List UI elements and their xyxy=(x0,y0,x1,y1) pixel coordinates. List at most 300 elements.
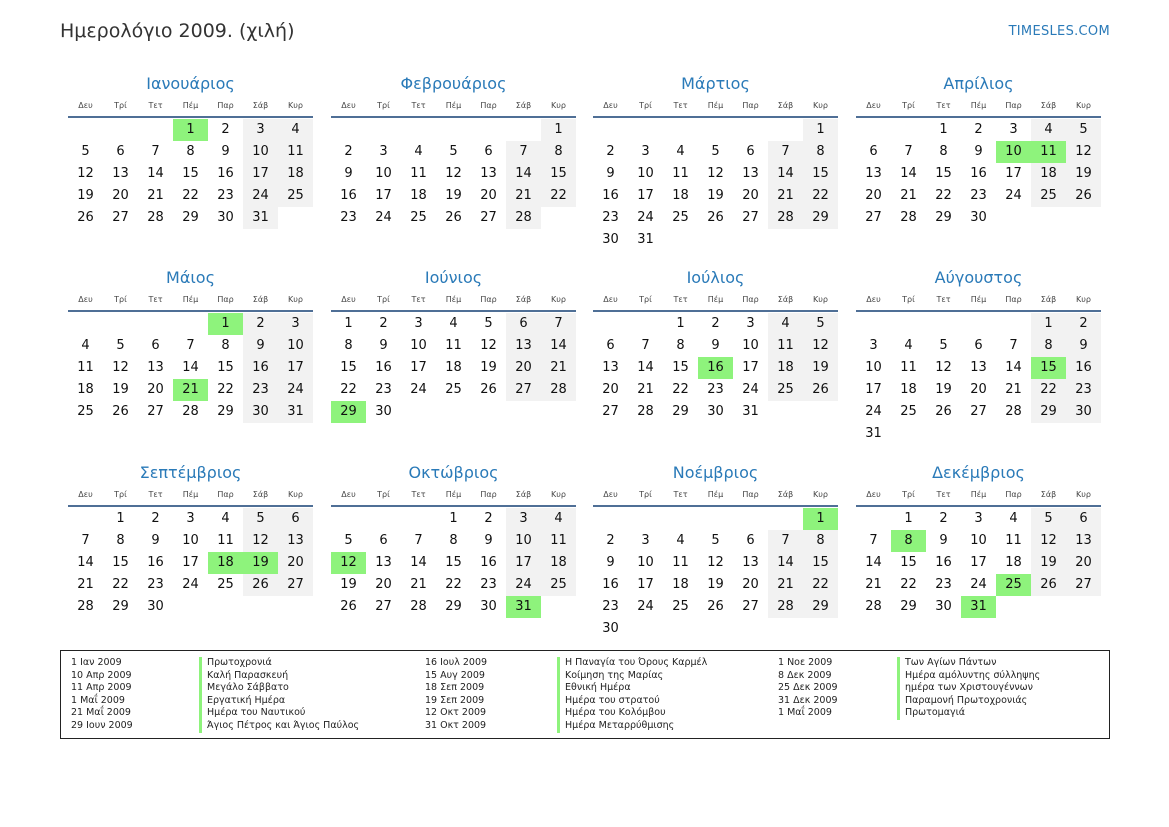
day-cell: 1 xyxy=(541,119,576,141)
day-cell: 3 xyxy=(186,511,195,526)
day-cell: 11 xyxy=(1005,533,1022,548)
weekday-label: Δευ xyxy=(603,101,618,110)
day-cell: 16 xyxy=(970,166,987,181)
weekday-label: Τρί xyxy=(639,295,652,304)
legend-names-2 xyxy=(557,657,707,733)
weekday-label: Δευ xyxy=(78,295,93,304)
day-cell: 29 xyxy=(900,599,917,614)
month-calendar xyxy=(593,462,838,640)
legend-date: 1 Μαΐ 2009 xyxy=(778,707,832,719)
month-calendar xyxy=(331,73,576,229)
legend-date: 31 Δεκ 2009 xyxy=(778,694,838,706)
day-cell: 9 xyxy=(221,144,230,159)
day-cell: 28 xyxy=(768,207,803,229)
legend-holiday-name: Μεγάλο Σάββατο xyxy=(199,682,359,695)
day-cell: 6 xyxy=(151,338,160,353)
day-cell: 27 xyxy=(865,210,882,225)
holiday-day-cell: 1 xyxy=(803,508,838,530)
day-cell: 10 xyxy=(278,335,313,357)
day-cell: 25 xyxy=(541,574,576,596)
day-cell: 29 xyxy=(1031,401,1066,423)
month-calendar xyxy=(68,462,313,618)
day-cell: 12 xyxy=(1066,141,1101,163)
empty-cell xyxy=(768,508,803,530)
day-cell: 2 xyxy=(484,511,493,526)
day-cell: 25 xyxy=(900,404,917,419)
day-grid xyxy=(331,119,576,229)
weekday-label: Σάβ xyxy=(1040,295,1057,304)
empty-cell xyxy=(103,313,138,335)
weekday-label: Τετ xyxy=(673,295,688,304)
weekday-label: Παρ xyxy=(480,295,497,304)
weekday-label: Τετ xyxy=(673,490,688,499)
day-grid xyxy=(856,313,1101,445)
day-cell: 19 xyxy=(935,382,952,397)
day-cell: 10 xyxy=(410,338,427,353)
day-cell: 21 xyxy=(77,577,94,592)
day-cell: 29 xyxy=(935,210,952,225)
holiday-day-cell: 1 xyxy=(208,313,243,335)
day-cell: 31 xyxy=(243,207,278,229)
day-cell: 14 xyxy=(506,163,541,185)
day-cell: 9 xyxy=(243,335,278,357)
site-link[interactable]: TIMESLES.COM xyxy=(1008,24,1110,39)
empty-cell xyxy=(733,508,768,530)
day-cell: 11 xyxy=(541,530,576,552)
day-cell: 23 xyxy=(217,188,234,203)
day-cell: 29 xyxy=(672,404,689,419)
empty-cell xyxy=(593,508,628,530)
day-cell: 11 xyxy=(217,533,234,548)
month-calendar xyxy=(856,462,1101,618)
day-cell: 5 xyxy=(803,313,838,335)
day-cell: 19 xyxy=(707,188,724,203)
weekday-label: Κυρ xyxy=(551,490,566,499)
day-cell: 20 xyxy=(865,188,882,203)
weekday-label: Πέμ xyxy=(182,101,199,110)
day-cell: 2 xyxy=(606,533,615,548)
day-cell: 17 xyxy=(278,357,313,379)
weekday-label: Τρί xyxy=(902,490,915,499)
day-cell: 15 xyxy=(803,163,838,185)
day-cell: 7 xyxy=(541,313,576,335)
weekday-label: Κυρ xyxy=(1076,101,1091,110)
day-cell: 12 xyxy=(707,555,724,570)
weekday-label: Τρί xyxy=(902,295,915,304)
legend-holiday-name: Εργατική Ημέρα xyxy=(199,695,359,708)
day-cell: 4 xyxy=(414,144,423,159)
month-calendar xyxy=(68,73,313,229)
day-cell: 9 xyxy=(379,338,388,353)
day-cell: 2 xyxy=(151,511,160,526)
day-cell: 8 xyxy=(186,144,195,159)
day-cell: 9 xyxy=(606,166,615,181)
month-calendar xyxy=(331,462,576,618)
empty-cell xyxy=(961,313,996,335)
day-cell: 4 xyxy=(1009,511,1018,526)
weekday-label: Παρ xyxy=(742,295,759,304)
weekday-label: Παρ xyxy=(1005,490,1022,499)
weekday-label: Τρί xyxy=(114,101,127,110)
legend-holiday-name: Κοίμηση της Μαρίας xyxy=(557,670,707,683)
day-cell: 22 xyxy=(112,577,129,592)
holiday-day-cell: 10 xyxy=(996,141,1031,163)
weekday-label: Πέμ xyxy=(970,101,987,110)
day-cell: 20 xyxy=(742,188,759,203)
empty-cell xyxy=(698,508,733,530)
weekday-header xyxy=(331,293,576,312)
day-cell: 16 xyxy=(340,188,357,203)
legend-holiday-name: Καλή Παρασκευή xyxy=(199,670,359,683)
day-cell: 23 xyxy=(1066,379,1101,401)
day-cell: 30 xyxy=(602,621,619,636)
day-cell: 1 xyxy=(1031,313,1066,335)
day-cell: 26 xyxy=(77,210,94,225)
day-cell: 3 xyxy=(414,316,423,331)
day-cell: 7 xyxy=(186,338,195,353)
day-cell: 3 xyxy=(746,316,755,331)
empty-cell xyxy=(768,119,803,141)
weekday-label: Τρί xyxy=(639,101,652,110)
month-name: Μάιος xyxy=(166,268,215,287)
legend-holiday-name: Άγιος Πέτρος και Άγιος Παύλος xyxy=(199,720,359,733)
weekday-label: Δευ xyxy=(866,101,881,110)
day-cell: 4 xyxy=(449,316,458,331)
day-cell: 20 xyxy=(278,552,313,574)
month-name: Νοέμβριος xyxy=(672,463,759,482)
day-grid xyxy=(68,313,313,423)
holiday-day-cell: 11 xyxy=(1031,141,1066,163)
day-cell: 10 xyxy=(243,141,278,163)
day-cell: 22 xyxy=(672,382,689,397)
day-cell: 13 xyxy=(278,530,313,552)
weekday-label: Κυρ xyxy=(551,101,566,110)
weekday-label: Δευ xyxy=(78,490,93,499)
day-cell: 15 xyxy=(541,163,576,185)
day-cell: 31 xyxy=(865,426,882,441)
day-cell: 1 xyxy=(939,122,948,137)
day-cell: 27 xyxy=(147,404,164,419)
weekday-label: Τετ xyxy=(148,101,163,110)
weekday-label: Κυρ xyxy=(1076,295,1091,304)
day-grid xyxy=(593,508,838,640)
day-cell: 30 xyxy=(707,404,724,419)
day-cell: 12 xyxy=(243,530,278,552)
day-cell: 3 xyxy=(1009,122,1018,137)
legend-date: 21 Μαΐ 2009 xyxy=(71,707,131,719)
day-grid xyxy=(856,119,1101,229)
day-cell: 24 xyxy=(637,599,654,614)
weekday-label: Τετ xyxy=(148,490,163,499)
day-grid xyxy=(331,508,576,618)
empty-cell xyxy=(856,508,891,530)
day-cell: 16 xyxy=(1066,357,1101,379)
day-cell: 17 xyxy=(637,188,654,203)
day-cell: 17 xyxy=(243,163,278,185)
month-name: Σεπτέμβριος xyxy=(139,463,242,482)
weekday-label: Τρί xyxy=(377,101,390,110)
weekday-label: Κυρ xyxy=(551,295,566,304)
day-cell: 18 xyxy=(77,382,94,397)
day-cell: 4 xyxy=(541,508,576,530)
legend-date: 25 Δεκ 2009 xyxy=(778,682,838,694)
day-cell: 7 xyxy=(904,144,913,159)
day-cell: 11 xyxy=(672,555,689,570)
day-cell: 18 xyxy=(410,188,427,203)
day-cell: 26 xyxy=(445,210,462,225)
empty-cell xyxy=(926,313,961,335)
day-cell: 8 xyxy=(541,141,576,163)
day-cell: 19 xyxy=(112,382,129,397)
day-cell: 28 xyxy=(77,599,94,614)
legend-date: 19 Σεπ 2009 xyxy=(425,694,485,706)
month-name: Φεβρουάριος xyxy=(400,74,507,93)
legend-date: 8 Δεκ 2009 xyxy=(778,669,832,681)
day-cell: 6 xyxy=(379,533,388,548)
weekday-label: Δευ xyxy=(78,101,93,110)
day-cell: 27 xyxy=(278,574,313,596)
day-cell: 21 xyxy=(1005,382,1022,397)
day-cell: 18 xyxy=(672,188,689,203)
weekday-label: Σάβ xyxy=(252,490,269,499)
empty-cell xyxy=(663,119,698,141)
day-cell: 3 xyxy=(641,144,650,159)
day-cell: 17 xyxy=(182,555,199,570)
empty-cell xyxy=(856,313,891,335)
day-cell: 2 xyxy=(344,144,353,159)
day-cell: 15 xyxy=(112,555,129,570)
weekday-header xyxy=(593,293,838,312)
day-cell: 24 xyxy=(182,577,199,592)
day-cell: 24 xyxy=(278,379,313,401)
legend-holiday-name: ημέρα των Χριστουγέννων xyxy=(897,682,1040,695)
day-cell: 5 xyxy=(116,338,125,353)
weekday-label: Πέμ xyxy=(707,101,724,110)
day-cell: 28 xyxy=(182,404,199,419)
day-cell: 31 xyxy=(278,401,313,423)
empty-cell xyxy=(856,119,891,141)
day-cell: 25 xyxy=(445,382,462,397)
day-cell: 12 xyxy=(1031,530,1066,552)
weekday-label: Τετ xyxy=(673,101,688,110)
day-cell: 20 xyxy=(147,382,164,397)
weekday-label: Τρί xyxy=(377,295,390,304)
day-cell: 5 xyxy=(484,316,493,331)
day-cell: 8 xyxy=(449,533,458,548)
day-grid xyxy=(593,313,838,423)
day-cell: 30 xyxy=(1066,401,1101,423)
legend-holiday-name: Πρωτοχρονιά xyxy=(199,657,359,670)
day-cell: 20 xyxy=(375,577,392,592)
day-cell: 14 xyxy=(637,360,654,375)
weekday-header xyxy=(593,488,838,507)
day-cell: 14 xyxy=(865,555,882,570)
weekday-label: Παρ xyxy=(217,490,234,499)
day-cell: 11 xyxy=(445,338,462,353)
day-cell: 18 xyxy=(672,577,689,592)
day-cell: 21 xyxy=(506,185,541,207)
day-cell: 16 xyxy=(935,555,952,570)
day-cell: 5 xyxy=(711,144,720,159)
day-cell: 15 xyxy=(803,552,838,574)
day-cell: 31 xyxy=(637,232,654,247)
holiday-day-cell: 29 xyxy=(331,401,366,423)
day-cell: 26 xyxy=(1066,185,1101,207)
day-cell: 20 xyxy=(506,357,541,379)
day-cell: 19 xyxy=(707,577,724,592)
legend-names-1 xyxy=(199,657,359,733)
legend-dates-3 xyxy=(778,657,838,720)
day-cell: 22 xyxy=(445,577,462,592)
day-cell: 6 xyxy=(606,338,615,353)
day-cell: 7 xyxy=(768,141,803,163)
empty-cell xyxy=(366,508,401,530)
empty-cell xyxy=(103,119,138,141)
day-cell: 26 xyxy=(1031,574,1066,596)
day-cell: 22 xyxy=(1031,379,1066,401)
day-grid xyxy=(68,119,313,229)
day-cell: 3 xyxy=(506,508,541,530)
holiday-day-cell: 19 xyxy=(243,552,278,574)
day-cell: 8 xyxy=(939,144,948,159)
month-name: Δεκέμβριος xyxy=(932,463,1025,482)
day-cell: 13 xyxy=(480,166,497,181)
month-calendar xyxy=(856,73,1101,229)
day-cell: 19 xyxy=(1066,163,1101,185)
day-cell: 16 xyxy=(375,360,392,375)
weekday-label: Πέμ xyxy=(445,295,462,304)
weekday-header xyxy=(68,488,313,507)
weekday-header xyxy=(856,99,1101,118)
day-cell: 25 xyxy=(278,185,313,207)
day-cell: 13 xyxy=(742,166,759,181)
day-cell: 16 xyxy=(243,357,278,379)
day-cell: 2 xyxy=(939,511,948,526)
day-cell: 26 xyxy=(243,574,278,596)
legend-date: 1 Ιαν 2009 xyxy=(71,657,122,668)
empty-cell xyxy=(331,119,366,141)
weekday-label: Παρ xyxy=(217,295,234,304)
day-cell: 6 xyxy=(1066,508,1101,530)
day-cell: 24 xyxy=(506,574,541,596)
day-cell: 22 xyxy=(182,188,199,203)
day-cell: 23 xyxy=(340,210,357,225)
weekday-header xyxy=(331,99,576,118)
day-cell: 5 xyxy=(1066,119,1101,141)
day-cell: 20 xyxy=(970,382,987,397)
day-cell: 28 xyxy=(768,596,803,618)
day-cell: 30 xyxy=(375,404,392,419)
day-cell: 12 xyxy=(935,360,952,375)
day-cell: 9 xyxy=(1066,335,1101,357)
day-cell: 5 xyxy=(711,533,720,548)
day-cell: 7 xyxy=(869,533,878,548)
day-cell: 9 xyxy=(939,533,948,548)
day-cell: 23 xyxy=(480,577,497,592)
day-cell: 10 xyxy=(375,166,392,181)
day-cell: 21 xyxy=(637,382,654,397)
legend-date: 31 Οκτ 2009 xyxy=(425,719,487,731)
legend-date: 10 Απρ 2009 xyxy=(71,669,132,681)
day-cell: 21 xyxy=(147,188,164,203)
day-cell: 27 xyxy=(742,210,759,225)
day-cell: 24 xyxy=(865,404,882,419)
weekday-label: Παρ xyxy=(742,490,759,499)
weekday-label: Πέμ xyxy=(707,295,724,304)
legend-date: 16 Ιουλ 2009 xyxy=(425,657,488,668)
day-cell: 5 xyxy=(449,144,458,159)
legend-holiday-name: Εθνική Ημέρα xyxy=(557,682,707,695)
day-cell: 11 xyxy=(278,141,313,163)
day-cell: 3 xyxy=(278,313,313,335)
day-cell: 14 xyxy=(147,166,164,181)
day-cell: 1 xyxy=(344,316,353,331)
day-cell: 10 xyxy=(182,533,199,548)
day-cell: 14 xyxy=(1005,360,1022,375)
day-cell: 25 xyxy=(672,599,689,614)
weekday-label: Σάβ xyxy=(777,295,794,304)
day-cell: 26 xyxy=(340,599,357,614)
day-cell: 27 xyxy=(480,210,497,225)
day-cell: 23 xyxy=(602,210,619,225)
day-cell: 8 xyxy=(803,530,838,552)
day-cell: 15 xyxy=(672,360,689,375)
day-cell: 26 xyxy=(707,599,724,614)
day-cell: 11 xyxy=(77,360,94,375)
day-cell: 29 xyxy=(217,404,234,419)
weekday-label: Σάβ xyxy=(252,295,269,304)
day-cell: 26 xyxy=(707,210,724,225)
empty-cell xyxy=(628,313,663,335)
day-cell: 19 xyxy=(445,188,462,203)
day-cell: 7 xyxy=(151,144,160,159)
weekday-header xyxy=(331,488,576,507)
holiday-day-cell: 25 xyxy=(996,574,1031,596)
day-cell: 24 xyxy=(375,210,392,225)
month-calendar xyxy=(68,267,313,423)
day-cell: 8 xyxy=(1031,335,1066,357)
day-cell: 13 xyxy=(602,360,619,375)
empty-cell xyxy=(471,119,506,141)
empty-cell xyxy=(698,119,733,141)
day-cell: 18 xyxy=(278,163,313,185)
day-cell: 18 xyxy=(768,357,803,379)
day-cell: 17 xyxy=(410,360,427,375)
empty-cell xyxy=(138,119,173,141)
day-cell: 29 xyxy=(803,596,838,618)
day-cell: 10 xyxy=(637,555,654,570)
day-cell: 30 xyxy=(147,599,164,614)
day-cell: 2 xyxy=(243,313,278,335)
day-cell: 3 xyxy=(243,119,278,141)
day-cell: 11 xyxy=(768,335,803,357)
day-cell: 30 xyxy=(935,599,952,614)
day-cell: 20 xyxy=(742,577,759,592)
day-cell: 22 xyxy=(217,382,234,397)
holiday-day-cell: 12 xyxy=(331,552,366,574)
day-cell: 22 xyxy=(935,188,952,203)
day-cell: 10 xyxy=(970,533,987,548)
day-cell: 28 xyxy=(1005,404,1022,419)
day-cell: 25 xyxy=(768,379,803,401)
weekday-label: Τρί xyxy=(114,490,127,499)
weekday-header xyxy=(68,99,313,118)
empty-cell xyxy=(366,119,401,141)
day-cell: 10 xyxy=(742,338,759,353)
holiday-day-cell: 1 xyxy=(173,119,208,141)
weekday-label: Παρ xyxy=(742,101,759,110)
day-cell: 15 xyxy=(935,166,952,181)
